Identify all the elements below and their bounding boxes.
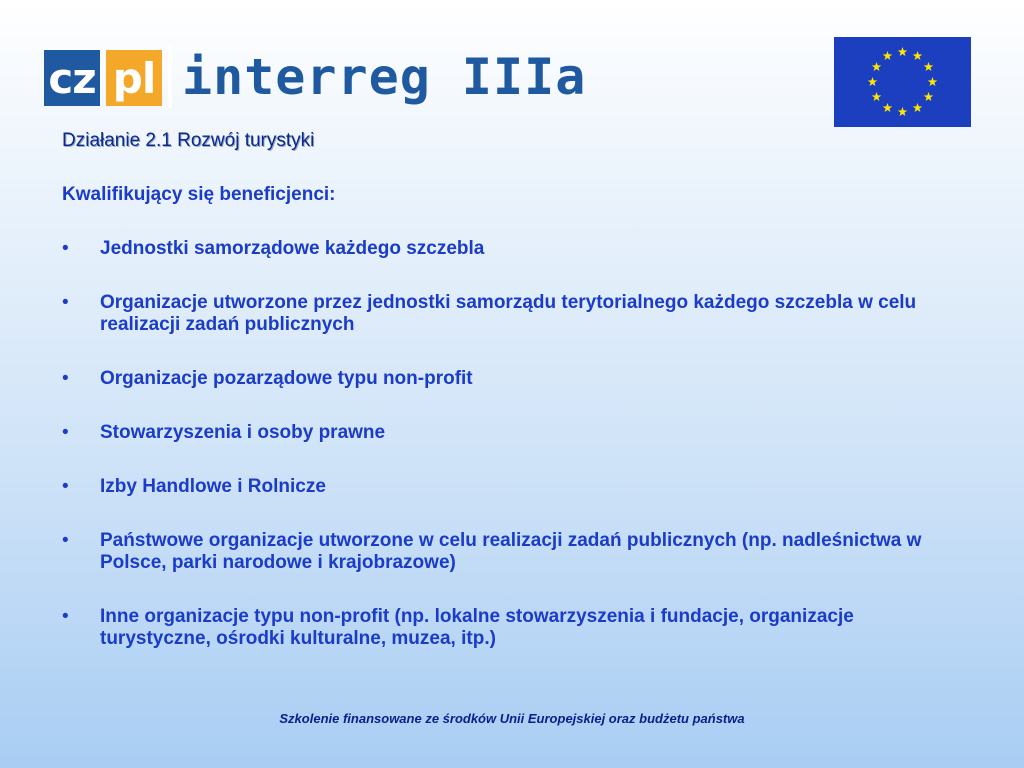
list-item	[62, 530, 962, 574]
list-item	[62, 368, 962, 390]
list-item-text: Stowarzyszenia i osoby prawne	[100, 422, 386, 443]
list-item-text: Organizacje pozarządowe typu non-profit	[100, 368, 473, 389]
logo-pl-text: pl	[112, 54, 156, 103]
bullet-icon: •	[62, 476, 69, 497]
logo-separator	[168, 46, 172, 108]
section-title: Działanie 2.1 Rozwój turystyki	[62, 130, 315, 151]
list-item-text: Państwowe organizacje utworzone w celu realizacji zadań publicznych (np. nadleśnictwa w Polsce, parki narodowe i krajobrazowe)	[100, 530, 922, 573]
footer-funding-note: Szkolenie finansowane ze środków Unii Europejskiej oraz budżetu państwa	[279, 711, 745, 726]
bullet-icon: •	[62, 422, 69, 443]
list-item	[62, 238, 962, 260]
list-item-text: Izby Handlowe i Rolnicze	[100, 476, 326, 497]
logo-interreg-text: interreg IIIa	[182, 48, 587, 106]
beneficiaries-subtitle: Kwalifikujący się beneficjenci:	[62, 184, 336, 205]
list-item	[62, 476, 962, 498]
bullet-icon: •	[62, 238, 69, 259]
list-item-text: Jednostki samorządowe każdego szczebla	[100, 238, 485, 259]
bullet-icon: •	[62, 368, 69, 389]
bullet-icon: •	[62, 606, 69, 627]
eu-flag-icon	[834, 37, 971, 127]
logo-pl-block	[106, 50, 162, 106]
list-item-text: Inne organizacje typu non-profit (np. lokalne stowarzyszenia i fundacje, organizacje turystyczne, ośrodki kulturalne, muzea, itp.)	[100, 606, 854, 649]
list-item	[62, 422, 962, 444]
bullet-icon: •	[62, 292, 69, 313]
beneficiaries-list	[62, 238, 962, 682]
logo-cz-text: cz	[48, 54, 96, 103]
list-item	[62, 606, 962, 650]
bullet-icon: •	[62, 530, 69, 551]
list-item	[62, 292, 962, 336]
list-item-text: Organizacje utworzone przez jednostki samorządu terytorialnego każdego szczebla w celu realizacji zadań publicznych	[100, 292, 917, 335]
logo-cz-block	[44, 50, 100, 106]
